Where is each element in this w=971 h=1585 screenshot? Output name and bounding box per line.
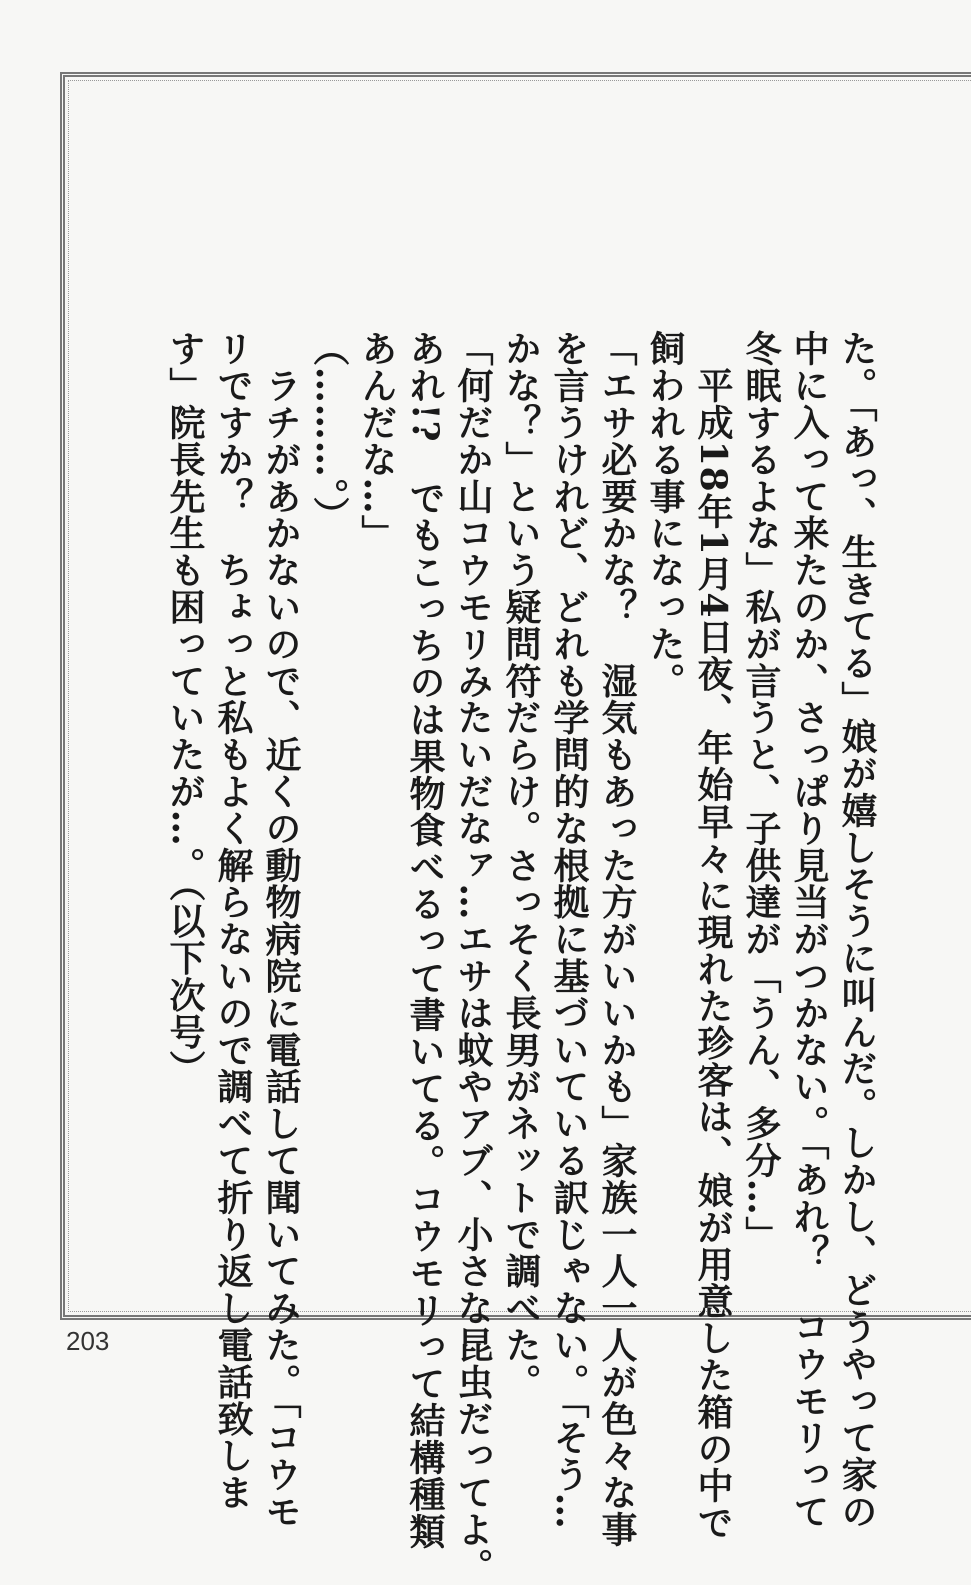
vertical-text-block — [161, 330, 881, 1585]
text-line: 飼われる事になった。 — [644, 330, 686, 699]
text-line: 「何だか山コウモリみたいだなァ…エサは蚊やアブ、小さな昆虫だってよ。 — [452, 330, 494, 1585]
page-number: 203 — [66, 1326, 110, 1356]
text-line: 平成18年1月4日夜、年始早々に現れた珍客は、娘が用意した箱の中で — [692, 330, 734, 1541]
text-line: 冬眠するよな」私が言うと、子供達が「うん、多分…」 — [740, 330, 782, 1253]
text-line: ラチがあかないので、近くの動物病院に電話して聞いてみた。「コウモ — [260, 330, 302, 1530]
text-line: 「エサ必要かな？ 湿気もあった方がいいかも」家族一人一人が色々な事 — [596, 330, 638, 1548]
text-line: あんだな…」 — [356, 330, 398, 552]
text-line: た。「あっ、生きてる」娘が嬉しそうに叫んだ。しかし、どうやって家の — [836, 330, 878, 1530]
text-line: あれ!? でもこっちのは果物食べるって書いてる。コウモリって結構種類 — [404, 330, 446, 1550]
text-line: す」院長先生も困っていたが…。（以下次号） — [164, 330, 206, 1087]
text-line: かな？」という疑問符だらけ。さっそく長男がネットで調べた。 — [500, 330, 542, 1401]
text-line: （………。） — [308, 330, 350, 534]
text-line: 中に入って来たのか、さっぱり見当がつかない。「あれ？ コウモリって — [788, 330, 830, 1530]
text-line: を言うけれど、どれも学問的な根拠に基づいている訳じゃない。「そう… — [548, 330, 590, 1530]
text-line: リですか？ ちょっと私もよく解らないので調べて折り返し電話致しま — [212, 330, 254, 1511]
